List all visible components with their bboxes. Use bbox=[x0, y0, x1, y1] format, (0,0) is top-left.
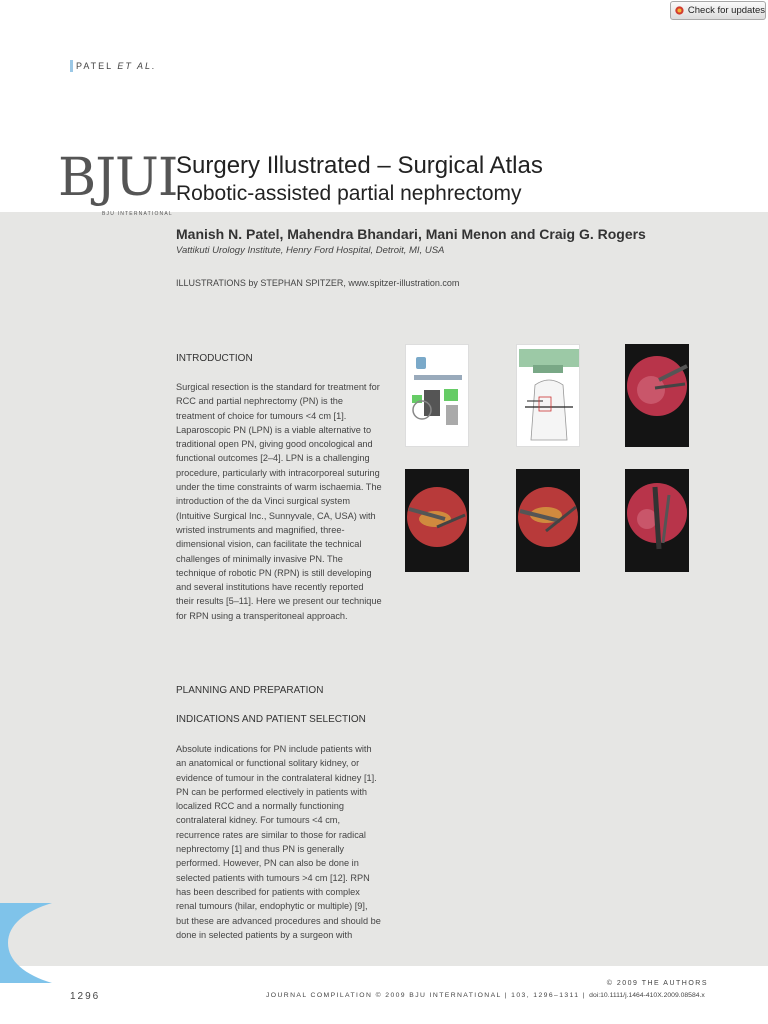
figure-thumbnail-endoscopic-4[interactable] bbox=[625, 469, 689, 572]
figure-thumbnail-endoscopic-1[interactable] bbox=[625, 344, 689, 447]
indications-heading: INDICATIONS AND PATIENT SELECTION bbox=[176, 714, 366, 725]
introduction-text: Surgical resection is the standard for treatment for RCC and partial nephrectomy (PN) is the treatment of choice for tumours <4 cm [1]. Laparoscopic PN (LPN) is a viable alternative to traditional open PN, giving good oncological and functional outcomes [2–4]. LPN is a challenging procedure, particularly with intracorporeal suturing under the time constraints of warm ischaemia. The introduction of the da Vinci surgical system (Intuitive Surgical Inc., Sunnyvale, CA, USA) with wristed instruments and magnified, three-dimensional vision, can facilitate the technical challenges of minimally invasive PN. The technique of robotic PN (RPN) is still developing and several institutions have recently reported their results [5–11]. Here we present our technique for RPN using a transperitoneal approach. bbox=[176, 382, 382, 621]
article-title: Robotic-assisted partial nephrectomy bbox=[176, 182, 522, 205]
logo-text: BJUI bbox=[58, 148, 178, 208]
running-head-etal: ET AL. bbox=[117, 61, 157, 71]
indications-text: Absolute indications for PN include patients with an anatomical or functional solitary kidney, or evidence of tumour in the contralateral kidney [1]. PN can be performed electively in patients with localized RCC and a normally functioning contralateral kidney. For tumours <4 cm, recurrence rates are similar to those for radical nephrectomy [1] and thus PN is generally performed. However, PN can also be done in selected patients with tumours >4 cm [12]. RPN has been described for patients with complex renal tumours (hilar, endophytic or multiple) [9], but these are advanced procedures and should be done in selected patients by a surgeon with bbox=[176, 744, 381, 940]
journal-compilation: JOURNAL COMPILATION © 2009 BJU INTERNATIONAL | 103, 1296–1311 | bbox=[266, 992, 586, 999]
decorative-blue-arc bbox=[0, 903, 52, 983]
figure-thumbnail-endoscopic-2[interactable] bbox=[405, 469, 469, 572]
grey-background-panel bbox=[0, 212, 768, 966]
introduction-heading: INTRODUCTION bbox=[176, 353, 253, 364]
illustrations-credit: ILLUSTRATIONS by STEPHAN SPITZER, www.spitzer-illustration.com bbox=[176, 278, 460, 288]
series-title: Surgery Illustrated – Surgical Atlas bbox=[176, 152, 543, 179]
check-for-updates-label: Check for updates bbox=[687, 5, 765, 16]
journal-footer bbox=[266, 992, 705, 999]
running-head-name: PATEL bbox=[76, 61, 113, 71]
journal-logo bbox=[58, 148, 178, 217]
logo-subtitle: BJU INTERNATIONAL bbox=[102, 211, 173, 217]
figure-thumbnail-endoscopic-3[interactable] bbox=[516, 469, 580, 572]
page-number: 1296 bbox=[70, 991, 101, 1002]
check-for-updates-button[interactable] bbox=[670, 1, 766, 20]
running-head bbox=[70, 60, 157, 72]
figure-thumbnail-operating-room[interactable] bbox=[405, 344, 469, 447]
doi-link[interactable]: doi:10.1111/j.1464-410X.2009.08584.x bbox=[589, 992, 705, 999]
author-list: Manish N. Patel, Mahendra Bhandari, Mani Menon and Craig G. Rogers bbox=[176, 226, 646, 242]
planning-heading: PLANNING AND PREPARATION bbox=[176, 685, 324, 696]
copyright-notice: © 2009 THE AUTHORS bbox=[606, 980, 708, 987]
figure-thumbnail-port-placement[interactable] bbox=[516, 344, 580, 447]
affiliation: Vattikuti Urology Institute, Henry Ford Hospital, Detroit, MI, USA bbox=[176, 245, 445, 256]
crossmark-icon bbox=[675, 4, 684, 17]
